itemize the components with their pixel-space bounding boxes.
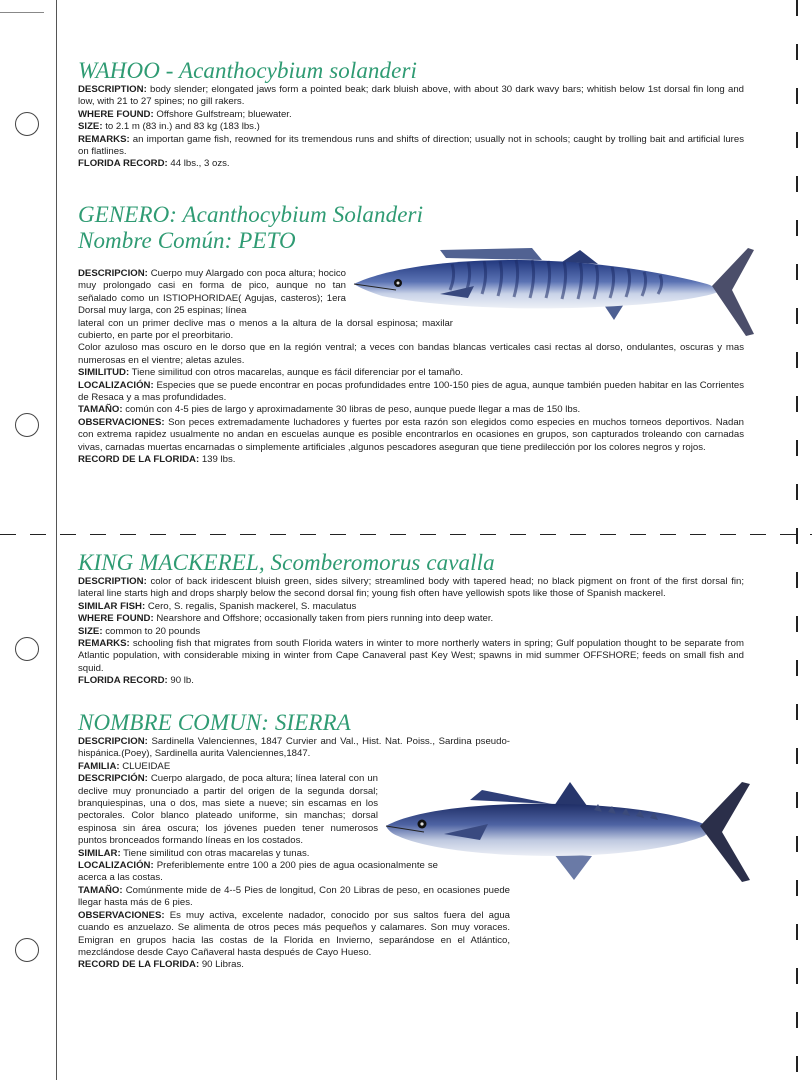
king-description (78, 576, 744, 601)
peto-observaciones (78, 417, 744, 454)
record-label: RECORD DE LA FLORIDA: (78, 959, 200, 971)
size-label: SIZE: (78, 121, 103, 133)
wahoo-florida-record (78, 158, 744, 170)
familia-text: CLUEIDAE (119, 760, 171, 772)
binder-margin-line (56, 0, 57, 1080)
size-label: SIZE: (78, 625, 103, 637)
binder-hole (15, 413, 39, 437)
sierra-observaciones (78, 910, 510, 960)
record-label: FLORIDA RECORD: (78, 158, 168, 170)
size-text: common to 20 pounds (102, 625, 201, 637)
sierra-tamano (78, 885, 510, 910)
similar-label: SIMILAR FISH: (78, 600, 146, 612)
corner-mark (0, 12, 44, 13)
where-label: WHERE FOUND: (78, 108, 154, 120)
king-mackerel-title: KING MACKEREL, Scomberomorus cavalla (78, 550, 495, 575)
binder-hole (15, 637, 39, 661)
record-text: 44 lbs., 3 ozs. (167, 158, 230, 170)
king-size (78, 626, 744, 638)
familia-label: FAMILIA: (78, 760, 120, 772)
remarks-label: REMARKS: (78, 133, 130, 145)
king-similar-fish (78, 601, 744, 613)
king-mackerel-english-section (78, 550, 744, 688)
wahoo-remarks (78, 134, 744, 159)
descripcion2-text: Cuerpo alargado, de poca altura; línea lateral con un declive muy pronunciado a partir del origen de la segunda dorsal; branquiespinas, una o dos, mas siete a nueve; sin escamas en los pectorales. Color blanco plateado uniforme, sin manchas; dorsal espinosa sin área oscura; los jóvenes pueden tener numerosos puntos bronceados formando líneas en los costados. (78, 773, 378, 847)
record-text: 139 lbs. (199, 454, 236, 466)
peto-descripcion (78, 268, 346, 318)
similar-text: Cero, S. regalis, Spanish mackerel, S. maculatus (145, 600, 357, 612)
record-label: FLORIDA RECORD: (78, 675, 168, 687)
peto-color: Color azuloso mas oscuro en le dorso que en la región ventral; a veces con bandas blancas verticales casi rectas al dorso, ondulantes, oscuras y mas numerosas en el vientre; aletas azules. (78, 342, 744, 366)
tamano-text: común con 4-5 pies de largo y aproximadamente 30 libras de peso, aunque puede llegar a mas de 150 lbs. (122, 404, 581, 416)
remarks-label: REMARKS: (78, 638, 130, 650)
size-text: to 2.1 m (83 in.) and 83 kg (183 lbs.) (102, 121, 260, 133)
peto-record (78, 454, 744, 466)
wahoo-where-found (78, 109, 744, 121)
sierra-familia (78, 761, 510, 773)
descripcion2-label: DESCRIPCIÓN: (78, 773, 148, 785)
similitud-text: Tiene similitud con otros macarelas, aunque es fácil diferenciar por el tamaño. (129, 367, 463, 379)
where-text: Nearshore and Offshore; occasionally taken from piers running into deep water. (153, 613, 494, 625)
description-text: body slender; elongated jaws form a pointed beak; dark bluish above, with about 30 dark wavy bars; whitish below 1st dorsal fin long and low, with 21 to 27 spines; no gill rakers. (78, 84, 744, 108)
where-text: Offshore Gulfstream; bluewater. (153, 108, 292, 120)
king-florida-record (78, 675, 744, 687)
wahoo-english-section (78, 58, 744, 171)
king-where-found (78, 613, 744, 625)
record-text: 90 Libras. (199, 959, 244, 971)
localizacion-label: LOCALIZACIÓN: (78, 860, 154, 872)
peto-similitud (78, 367, 744, 379)
localizacion-text: Preferiblemente entre 100 a 200 pies de agua ocasionalmente se acerca a las costas. (78, 860, 438, 884)
record-label: RECORD DE LA FLORIDA: (78, 454, 200, 466)
sierra-descripcion-2 (78, 773, 378, 847)
descripcion-label: DESCRIPCION: (78, 268, 148, 279)
description-label: DESCRIPTION: (78, 576, 147, 587)
record-text: 90 lb. (167, 675, 194, 687)
observaciones-label: OBSERVACIONES: (78, 416, 165, 428)
descripcion-text: Sardinella Valenciennes, 1847 Curvier and Val., Hist. Nat. Poiss., Sardina pseudo- hispánica.(Poey), Sardinella aurita Valenciennes,1847. (78, 736, 510, 760)
similitud-text: Tiene similitud con otras macarelas y tunas. (120, 847, 310, 859)
king-remarks (78, 638, 744, 675)
where-label: WHERE FOUND: (78, 613, 154, 625)
observaciones-label: OBSERVACIONES: (78, 909, 165, 921)
cut-line (0, 534, 812, 535)
peto-tamano (78, 404, 744, 416)
binder-hole (15, 938, 39, 962)
binder-hole (15, 112, 39, 136)
peto-localizacion (78, 380, 744, 405)
similitud-label: SIMILAR: (78, 847, 121, 859)
wahoo-fish-illustration (352, 240, 762, 340)
observaciones-text: Son peces extremadamente luchadores y fuertes por esta razón son elegidos como especies en muchos torneos deportivos. Nadan con extrema rapidez usualmente no andan en escuelas aunque es posible encontrarlos en ocasiones en grupos, son capturados troleando con carnadas vivas, carnadas muertas encarnadas o simplemente artificiales ,algunos pescadores aseguran que tiene predilección por los colores negros y rojos. (78, 416, 744, 453)
localizacion-text: Especies que se puede encontrar en pocas profundidades entre 100-150 pies de agua, aunque también pueden habitar en las Corrientes de Resaca y a mas profundidades. (78, 379, 744, 404)
sierra-descripcion (78, 736, 510, 761)
tamano-label: TAMAÑO: (78, 404, 123, 416)
nombre-comun-title: Nombre Común: PETO (78, 228, 296, 253)
sierra-record (78, 959, 510, 971)
tamano-label: TAMAÑO: (78, 884, 123, 896)
remarks-text: schooling fish that migrates from south Florida waters in winter to more northerly waters in spring; Gulf population thought to be separate from Atlantic population, with considerable mixing in winter from Cape Canaveral past Key West; spawns in mid summer OFFSHORE; feeds on small fish and squid. (78, 638, 744, 674)
description-text: color of back iridescent bluish green, sides silvery; streamlined body with tapered head; no black pigment on front of the first dorsal fin; lateral line starts high and drops sharply below the second dorsal fin; young fish often have yellowish spots like those of Spanish mackerel. (78, 576, 744, 600)
localizacion-label: LOCALIZACIÓN: (78, 379, 154, 391)
genero-title: GENERO: Acanthocybium Solanderi (78, 202, 424, 227)
description-label: DESCRIPTION: (78, 84, 147, 95)
nombre-comun-sierra-title: NOMBRE COMUN: SIERRA (78, 710, 351, 735)
descripcion-label: DESCRIPCION: (78, 736, 148, 747)
observaciones-text: Es muy activa, excelente nadador, conocido por sus saltos fuera del agua cuando es anzuelazo. Se alimenta de otros peces más pequeños y calamares. Son muy voraces. Emigran en grupos hacia las costas de la Florida en Invierno, separándose en el Atlántico, mezclándose desde Cayo Cañaveral hasta después de Cayo Hueso. (78, 909, 510, 958)
wahoo-title: WAHOO - Acanthocybium solanderi (78, 58, 417, 83)
tamano-text: Comúnmente mide de 4--5 Pies de longitud, Con 20 Libras de peso, en ocasiones puede llegar hasta más de 6 pies. (78, 884, 510, 909)
descripcion-text: Cuerpo muy Alargado con poca altura; hocico muy prolongado casi en forma de pico, aunque no tan señalado como un ISTIOPHORIDAE( Agujas, casteros); 1era Dorsal muy larga, con 25 espinas; línea (78, 268, 346, 317)
wahoo-size (78, 121, 744, 133)
king-mackerel-fish-illustration (384, 776, 756, 888)
peto-descripcion-cont: lateral con un primer declive mas o menos a la altura de la dorsal espinosa; maxilar cubierto, en parte por el preorbitario. (78, 317, 453, 342)
wahoo-description (78, 84, 744, 109)
similitud-label: SIMILITUD: (78, 367, 130, 379)
remarks-text: an importan game fish, reowned for its tremendous runs and shifts of direction; usually not in schools; caught by trolling bait and artificial lures on flatlines. (78, 133, 744, 158)
right-edge-dashes (796, 0, 798, 1080)
